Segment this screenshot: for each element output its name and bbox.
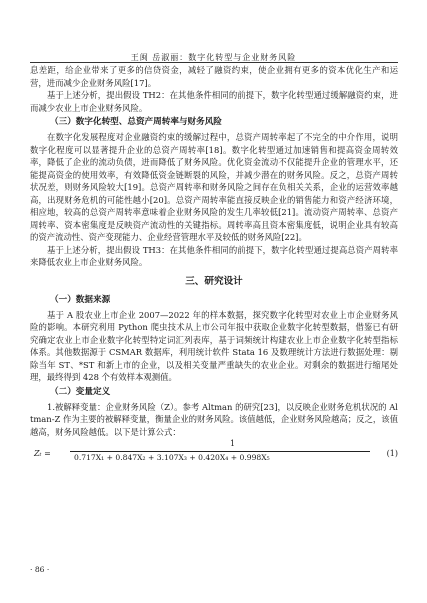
paragraph-continued: 息差距，给企业带来了更多的信贷资金，减轻了融资约束，使企业拥有更多的资本优化生产和运营，进而减少企业财务风险[17]。 — [30, 65, 398, 88]
hypothesis-th3: 基于上述分析，提出假设 TH3：在其他条件相同的前提下，数字化转型通过提高总资产周转率来降低农业上市企业财务风险。 — [30, 244, 398, 267]
subsection-heading-data-source: （一）数据来源 — [50, 294, 111, 305]
formula-denominator: 0.717X₁ + 0.847X₂ + 3.107X₃ + 0.420X₄ + 0.998X₅ — [74, 453, 270, 462]
header-rule — [30, 62, 398, 63]
page-body — [30, 64, 398, 469]
formula-numerator: 1 — [230, 439, 236, 448]
hypothesis-th2: 基于上述分析，提出假设 TH2：在其他条件相同的前提下，数字化转型通过缓解融资约束，进而减少农业上市企业财务风险。 — [30, 90, 398, 113]
section-heading-3: （三）数字化转型、总资产周转率与财务风险 — [50, 117, 222, 127]
altman-z-formula — [30, 439, 398, 469]
fraction-line — [70, 451, 370, 452]
section3-paragraph: 在数字化发展程度对企业融资约束的缓解过程中，总资产周转率起了不完全的中介作用，说明数字化程度可以显著提升企业的总资产周转率[18]。数字化转型通过加速销售和提高资金周转效率，降低了企业的流动负债，进而降低了财务风险。优化资金流动不仅能提升企业的管理水平，还能提高资金的使用效率，有效降低资金链断裂的风险，并减少潜在的财务风险。反之，总资产周转状况差，则财务风险较大[19]。总资产周转率和财务风险之间存在负相关关系，企业的运营效率越高，出现财务危机的可能性越小[20]。总资产周转率能直接反映企业的销售能力和资产经济环境，相应地，较高的总资产周转率意味着企业财务风险的发生几率较低[21]。流动资产周转率、总资产周转率、资本密集度是反映资产流动性的关键指标。周转率高且资本密集度低，说明企业具有较高的资产流动性、资产变现能力、企业经营管理水平及较低的财务风险[22]。 — [30, 132, 398, 242]
formula-lhs: Zₜ = — [34, 449, 51, 458]
equation-number: (1) — [386, 449, 398, 458]
chapter-heading: 三、研究设计 — [185, 275, 243, 287]
running-head: 王闽 岳淑丽：数字化转型与企业财务风险 — [130, 53, 297, 62]
variable-definition-paragraph: 1.被解释变量：企业财务风险（Z）。参考 Altman 的研究[23]，以反映企业财务危机状况的 Altman-Z 作为主要的被解释变量，衡量企业的财务风险。该值越低，企业财务风险越高；反之，该值越高，财务风险越低。以下是计算公式： — [30, 401, 399, 437]
data-source-paragraph: 基于 A 股农业上市企业 2007—2022 年的样本数据，探究数字化转型对农业上市企业财务风险的影响。本研究利用 Python 爬虫技术从上市公司年报中获取企业数字化转型数据，借鉴已有研究确定农业上市企业数字化转型特定词汇列表库，基于词频统计构建农业上市企业数字化转型指标体系。其他数据源于 CSMAR 数据库，利用统计软件 Stata 16 及数理统计方法进行数据处理：剔除当年 ST、*ST 和新上市的企业，以及相关变量严重缺失的农业企业。对剩余的数据进行缩尾处理，最终得到 428 个有效样本观测值。 — [30, 309, 398, 382]
subsection-heading-variables: （二）变量定义 — [50, 386, 111, 397]
page-number: · 86 · — [30, 565, 50, 574]
